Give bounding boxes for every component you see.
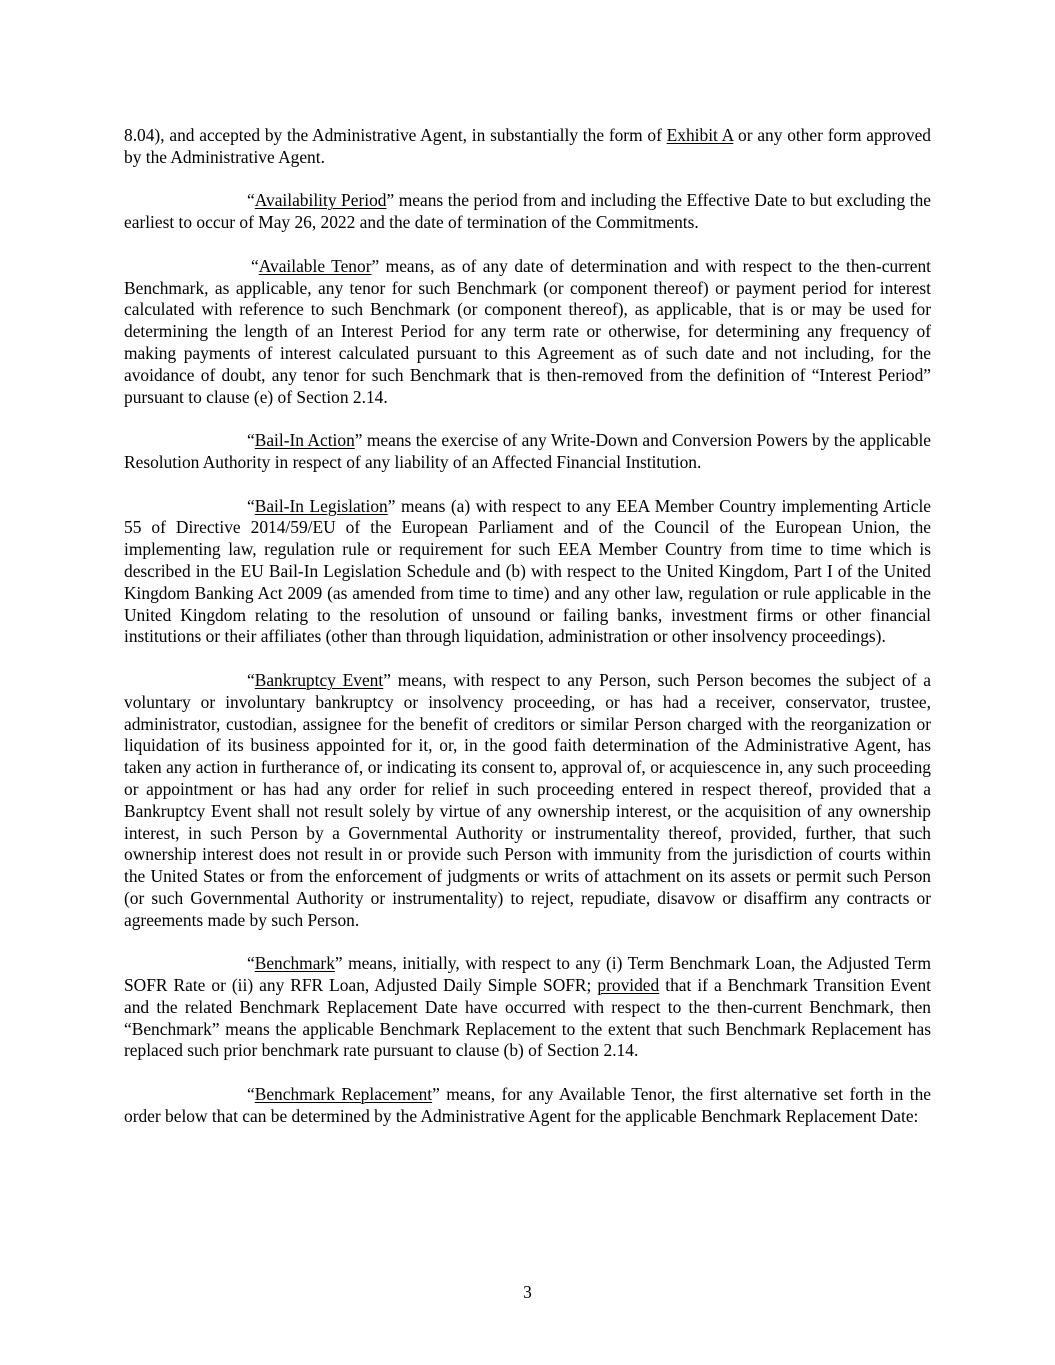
open-quote: “	[251, 255, 259, 276]
open-quote: “	[247, 430, 255, 451]
definition-availability-period	[124, 190, 931, 234]
open-quote: “	[247, 495, 255, 516]
page-number: 3	[523, 1282, 532, 1302]
definition-text: ” means, as of any date of determination and with respect to the then-current Benchmark, as applicable, any tenor for such Benchmark (or component thereof) or payment period for interest calculated with reference to such Benchmark (or component thereof), as applicable, that is or may be used for determining the length of an Interest Period for any term rate or otherwise, for determining any frequency of making payments of interest calculated pursuant to this Agreement as of such date and not including, for the avoidance of doubt, any tenor for such Benchmark that is then-removed from the definition of “Interest Period” pursuant to clause (e) of Section 2.14.	[124, 255, 931, 407]
open-quote: “	[247, 1084, 255, 1105]
defined-term: Available Tenor	[258, 255, 372, 276]
definition-bail-in-legislation	[124, 496, 931, 649]
open-quote: “	[247, 190, 255, 211]
definition-text: ” means the period from and including the Effective Date to but excluding the earliest to occur of May 26, 2022 and the date of termination of the Commitments.	[124, 190, 931, 233]
definition-benchmark-replacement	[124, 1084, 931, 1128]
paragraph-text: 8.04), and accepted by the Administrative Agent, in substantially the form of	[124, 125, 667, 145]
document-page	[124, 125, 931, 1149]
open-quote: “	[247, 669, 255, 690]
defined-term: Benchmark	[254, 953, 335, 974]
defined-term: Bail-In Legislation	[254, 495, 388, 516]
definition-text: ” means (a) with respect to any EEA Member Country implementing Article 55 of Directive 2014/59/EU of the European Parliament and of the Council of the European Union, the implementing law, regulation rule or requirement for such EEA Member Country from time to time which is described in the EU Bail-In Legislation Schedule and (b) with respect to the United Kingdom, Part I of the United Kingdom Banking Act 2009 (as amended from time to time) and any other law, regulation or rule applicable in the United Kingdom relating to the resolution of unsound or failing banks, investment firms or other financial institutions or their affiliates (other than through liquidation, administration or other insolvency proceedings).	[124, 495, 931, 647]
defined-term: Bankruptcy Event	[254, 669, 384, 690]
definition-text: that if a Benchmark Transition Event and the related Benchmark Replacement Date have occurred with respect to the then-current Benchmark, then “Benchmark” means the applicable Benchmark Replacement to the extent that such Benchmark Replacement has replaced such prior benchmark rate pursuant to clause (b) of Section 2.14.	[124, 975, 931, 1061]
definition-available-tenor	[124, 256, 931, 409]
definition-bail-in-action	[124, 430, 931, 474]
paragraph-continuation	[124, 125, 931, 169]
open-quote: “	[247, 953, 255, 974]
provided-term: provided	[597, 975, 660, 996]
definition-text: ” means the exercise of any Write-Down and Conversion Powers by the applicable Resolution Authority in respect of any liability of an Affected Financial Institution.	[124, 430, 932, 472]
exhibit-a-reference: Exhibit A	[666, 125, 734, 145]
defined-term: Benchmark Replacement	[254, 1084, 433, 1105]
definition-benchmark	[124, 953, 931, 1062]
defined-term: Availability Period	[254, 190, 387, 211]
definition-text: ” means, initially, with respect to any (i) Term Benchmark Loan, the Adjusted Term SOFR Rate or (ii) any RFR Loan, Adjusted Daily Simple SOFR;	[124, 953, 931, 996]
defined-term: Bail-In Action	[254, 430, 355, 451]
definition-text: ” means, for any Available Tenor, the first alternative set forth in the order below that can be determined by the Administrative Agent for the applicable Benchmark Replacement Date:	[124, 1084, 931, 1126]
paragraph-text: or any other form approved by the Administrative Agent.	[124, 125, 931, 167]
definition-bankruptcy-event	[124, 670, 931, 932]
definition-text: ” means, with respect to any Person, such Person becomes the subject of a voluntary or involuntary bankruptcy or insolvency proceeding, or has had a receiver, conservator, trustee, administrator, custodian, assignee for the benefit of creditors or similar Person charged with the reorganization or liquidation of its business appointed for it, or, in the good faith determination of the Administrative Agent, has taken any action in furtherance of, or indicating its consent to, approval of, or acquiescence in, any such proceeding or appointment or has had any order for relief in such proceeding entered in respect thereof, provided that a Bankruptcy Event shall not result solely by virtue of any ownership interest, or the acquisition of any ownership interest, in such Person by a Governmental Authority or instrumentality thereof, provided, further, that such ownership interest does not result in or provide such Person with immunity from the jurisdiction of courts within the United States or from the enforcement of judgments or writs of attachment on its assets or permit such Person (or such Governmental Authority or instrumentality) to reject, repudiate, disavow or disaffirm any contracts or agreements made by such Person.	[124, 669, 931, 930]
